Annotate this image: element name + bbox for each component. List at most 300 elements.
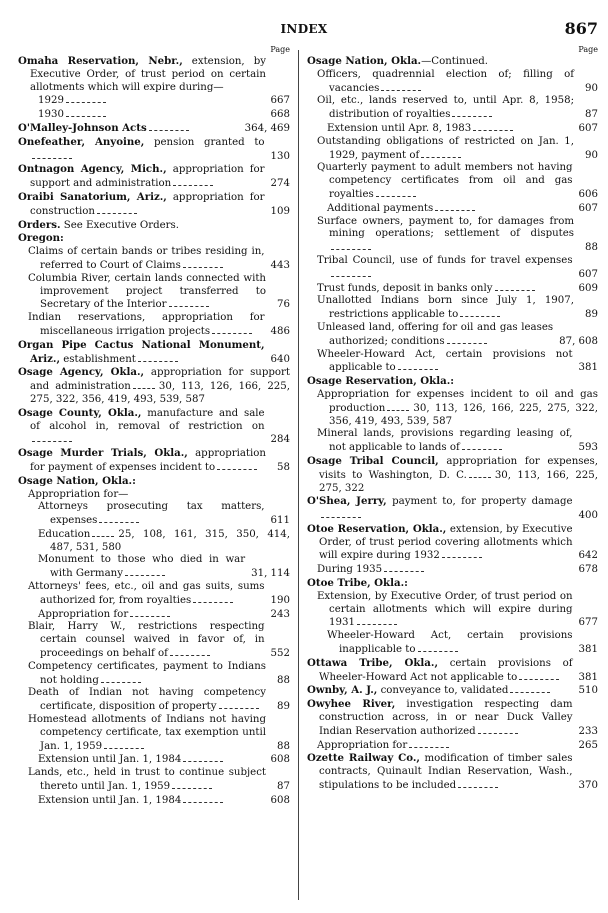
leader-dots — [398, 361, 438, 370]
entry-text — [307, 523, 573, 563]
entry-text — [307, 752, 573, 792]
entry-text — [327, 202, 573, 216]
entry-text — [18, 163, 265, 191]
entry-text — [307, 698, 573, 738]
entry-description: Extension until Jan. 1, 1984 — [38, 754, 182, 766]
entry-description: Appropriation for — [38, 608, 129, 620]
index-entry — [18, 714, 290, 753]
entry-page: 58 — [277, 461, 290, 473]
entry-description: Additional payments — [327, 202, 434, 214]
index-entry — [307, 295, 598, 322]
leader-dots — [66, 94, 106, 103]
entry-page: 89 — [585, 309, 598, 321]
leader-dots — [219, 700, 259, 709]
index-entry — [307, 375, 598, 389]
entry-description: Homestead allotments of Indians not having competency certificate, tax exemption until Jan. 1, 1959 — [28, 714, 266, 752]
entry-page: 233 — [578, 725, 598, 737]
entry-description: establishment — [60, 353, 136, 365]
entry-description: Attorneys prosecuting tax matters, expenses — [38, 501, 265, 527]
index-entry — [18, 312, 290, 339]
entry-text — [307, 375, 574, 389]
entry-description: Blair, Harry W., restrictions respecting certain counsel waived in favor of, in proceedings on behalf of — [28, 621, 265, 660]
entry-description: Unallotted Indians born since July 1, 1907, restrictions applicable to — [317, 295, 574, 321]
entry-heading: O'Malley-Johnson Acts — [18, 121, 147, 134]
entry-description: appropriation for payment of expenses incident to — [30, 448, 266, 473]
entry-text — [317, 739, 573, 753]
entry-text — [28, 661, 266, 688]
entry-page: 130 — [270, 150, 290, 162]
leader-dots — [183, 259, 223, 268]
leader-dots — [462, 441, 502, 450]
leader-dots — [173, 177, 213, 186]
page-header — [0, 19, 608, 39]
leader-dots — [384, 563, 424, 572]
index-entry — [18, 273, 290, 312]
entry-page: 640 — [270, 353, 290, 365]
leader-dots — [99, 514, 139, 523]
leader-dots — [97, 205, 137, 214]
index-entry — [307, 752, 598, 792]
entry-description: Officers, quadrennial election of; filling of vacancies — [317, 68, 574, 94]
entry-text — [38, 528, 290, 555]
entry-text — [28, 767, 266, 794]
entry-text — [18, 55, 266, 94]
entry-page: 76 — [277, 299, 290, 311]
entry-text — [38, 753, 265, 767]
leader-dots — [495, 282, 535, 291]
entry-heading: Oregon: — [18, 232, 64, 245]
entry-text — [317, 349, 573, 376]
entry-heading: Ontnagon Agency, Mich., — [18, 163, 167, 176]
index-entry — [307, 389, 598, 428]
index-entry — [307, 349, 598, 376]
entry-heading: Omaha Reservation, Nebr., — [18, 55, 183, 67]
entry-page: 87, 608 — [559, 335, 598, 347]
entry-description: appropriation for construction — [30, 191, 265, 217]
index-entry — [307, 216, 598, 255]
entry-description: Wheeler-Howard Act, certain provisions inapplicable to — [327, 630, 573, 656]
index-entry — [18, 407, 290, 447]
entry-description: Outstanding obligations of restricted on Jan. 1, 1929, payment of — [317, 135, 574, 161]
entry-description: Death of Indian not having competency certificate, disposition of property — [28, 687, 266, 713]
entry-text — [28, 246, 265, 273]
entry-description: Appropriation for— — [28, 488, 129, 500]
page-column-label: Page — [578, 45, 598, 54]
entry-text — [307, 657, 573, 685]
leader-dots — [170, 647, 210, 656]
index-entry — [18, 191, 290, 219]
entry-page: 443 — [270, 259, 290, 271]
leader-dots — [331, 268, 371, 277]
entry-text — [38, 108, 265, 122]
entry-heading: Osage Nation, Okla. — [307, 55, 422, 67]
entry-heading: O'Shea, Jerry, — [307, 495, 387, 508]
entry-description: —Continued. — [421, 56, 489, 67]
leader-dots — [133, 380, 155, 389]
index-entry — [307, 255, 598, 282]
entry-page: 677 — [578, 617, 598, 629]
index-entry — [18, 366, 290, 406]
entry-page: 400 — [578, 510, 598, 522]
index-entry — [18, 581, 290, 608]
leader-dots — [183, 753, 223, 762]
index-entry — [18, 219, 290, 233]
entry-page: 486 — [270, 325, 290, 337]
entry-pages: 30, 113, 126, 166, 225, 275, 322, 356, 419, 493, 539, 587 — [329, 402, 598, 427]
leader-dots — [331, 241, 371, 250]
index-entry — [18, 108, 290, 122]
entry-page: 89 — [277, 701, 290, 713]
left-entries — [18, 55, 290, 808]
index-entry — [307, 95, 598, 122]
index-entry — [18, 475, 290, 489]
column-divider — [298, 50, 299, 900]
entry-page: 668 — [270, 109, 290, 121]
leader-dots — [32, 150, 72, 159]
leader-dots — [104, 740, 144, 749]
leader-dots — [376, 188, 416, 197]
entry-text — [327, 122, 573, 136]
index-entry — [307, 202, 598, 216]
index-entry — [307, 563, 598, 577]
entry-text — [317, 216, 574, 255]
entry-text — [317, 136, 574, 163]
entry-heading: Oraibi Sanatorium, Ariz., — [18, 190, 167, 203]
index-entry — [18, 163, 290, 191]
entry-text — [38, 554, 245, 581]
leader-dots — [519, 671, 559, 680]
entry-text — [38, 94, 265, 108]
index-entry — [307, 282, 598, 296]
leader-dots — [101, 674, 141, 683]
entry-heading: Ownby, A. J., — [307, 684, 378, 697]
index-entry — [307, 630, 598, 657]
entry-text — [317, 322, 553, 349]
page-column-label: Page — [270, 45, 290, 54]
index-entry — [18, 794, 290, 808]
entry-page: 609 — [578, 282, 598, 294]
index-entry — [307, 428, 598, 455]
entry-description: appropriation for support and administration — [30, 367, 291, 393]
entry-heading: Osage Agency, Okla., — [18, 366, 145, 379]
leader-dots — [510, 684, 550, 693]
index-entry — [18, 447, 290, 475]
entry-description: Lands, etc., held in trust to continue subject thereto until Jan. 1, 1959 — [28, 767, 266, 793]
index-entry — [18, 767, 290, 794]
entry-page: 607 — [578, 122, 598, 134]
index-entry — [307, 322, 598, 349]
leader-dots — [32, 433, 72, 442]
entry-description: Tribal Council, use of funds for travel expenses — [317, 254, 573, 266]
entry-pages: 25, 108, 161, 315, 350, 414, 487, 531, 580 — [50, 528, 290, 553]
entry-page: 607 — [578, 202, 598, 214]
entry-page: 381 — [578, 644, 598, 656]
entry-page: 611 — [270, 515, 290, 527]
entry-description: payment to, for property damage — [386, 496, 573, 508]
index-entry — [18, 687, 290, 714]
entry-page: 606 — [578, 188, 598, 200]
entry-page: 243 — [270, 608, 290, 620]
leader-dots — [418, 643, 458, 652]
entry-description: Columbia River, certain lands connected with improvement project transferred to Secretary of the Interior — [28, 272, 266, 311]
entry-page: 90 — [585, 149, 598, 161]
entry-text — [327, 630, 573, 657]
entry-heading: Organ Pipe Cactus National Monument, Ariz., — [18, 338, 265, 365]
leader-dots — [212, 325, 252, 334]
leader-dots — [66, 108, 106, 117]
entry-text — [317, 69, 574, 96]
index-entry — [18, 94, 290, 108]
entry-text — [307, 55, 574, 69]
entry-description: Monument to those who died in war with Germany — [38, 554, 246, 580]
entry-page: 265 — [578, 739, 598, 751]
entry-text — [317, 428, 573, 455]
entry-page: 90 — [585, 82, 598, 94]
entry-page: 190 — [270, 594, 290, 606]
entry-page: 31, 114 — [251, 568, 290, 580]
index-entry — [18, 232, 290, 246]
entry-pages: 30, 113, 126, 166, 225, 275, 322, 356, 419, 493, 539, 587 — [30, 381, 290, 405]
index-entry — [307, 739, 598, 753]
entry-text — [18, 475, 266, 489]
entry-description: Claims of certain bands or tribes residing in, referred to Court of Claims — [28, 246, 265, 271]
index-entry — [307, 591, 598, 630]
entry-heading: Osage Nation, Okla.: — [18, 474, 136, 487]
entry-text — [18, 232, 266, 246]
entry-heading: Otoe Tribe, Okla.: — [307, 577, 408, 590]
entry-text — [28, 687, 266, 714]
index-entry — [307, 684, 598, 698]
entry-text — [18, 191, 265, 219]
index-entry — [307, 455, 598, 495]
entry-text — [317, 563, 573, 577]
index-entry — [18, 608, 290, 622]
index-entry — [18, 55, 290, 94]
leader-dots — [169, 298, 209, 307]
leader-dots — [435, 202, 475, 211]
entry-text — [18, 136, 265, 164]
leader-dots — [138, 353, 178, 362]
entry-page: 608 — [270, 754, 290, 766]
entry-page: 678 — [578, 564, 598, 576]
entry-text — [317, 95, 574, 122]
leader-dots — [130, 608, 170, 617]
entry-page: 642 — [578, 550, 598, 562]
entry-text — [18, 219, 266, 233]
leader-dots — [149, 122, 189, 131]
index-entry — [18, 122, 290, 136]
leader-dots — [409, 739, 449, 748]
entry-page: 274 — [270, 178, 290, 190]
leader-dots — [193, 594, 233, 603]
leader-dots — [421, 149, 461, 158]
index-entry — [307, 55, 598, 69]
leader-dots — [442, 549, 482, 558]
entry-description: Quarterly payment to adult members not having competency certificates from oil and gas royalties — [317, 162, 573, 200]
index-entry — [18, 489, 290, 502]
entry-text — [28, 273, 266, 312]
leader-dots — [92, 528, 114, 537]
index-entry — [18, 528, 290, 555]
entry-text — [317, 162, 573, 201]
leader-dots — [381, 82, 421, 91]
entry-text — [307, 455, 598, 495]
entry-heading: Osage Murder Trials, Okla., — [18, 447, 188, 460]
entry-description: See Executive Orders. — [60, 219, 179, 231]
leader-dots — [217, 461, 257, 470]
leader-dots — [172, 780, 212, 789]
entry-description: conveyance to, validated — [377, 685, 509, 697]
entry-text — [317, 295, 574, 322]
entry-text — [28, 621, 265, 660]
entry-page: 552 — [270, 648, 290, 660]
index-entry — [307, 577, 598, 591]
entry-text — [18, 407, 265, 447]
entry-heading: Onefeather, Anyoine, — [18, 135, 145, 148]
entry-page: 381 — [578, 362, 598, 374]
entry-text — [307, 577, 574, 591]
entry-description: extension, by Executive Order, of trust period covering allotments which will expire during 1932 — [319, 523, 573, 562]
index-entry — [18, 246, 290, 273]
entry-page: 608 — [270, 794, 290, 806]
entry-description: Extension, by Executive Order, of trust period on certain allotments which will expire during 1931 — [317, 590, 573, 629]
leader-dots — [458, 779, 498, 788]
index-entry — [307, 69, 598, 96]
entry-page: 607 — [578, 268, 598, 280]
entry-page: 109 — [270, 205, 290, 217]
entry-text — [317, 591, 573, 630]
entry-heading: Osage Tribal Council, — [307, 454, 439, 467]
entry-heading: Osage County, Okla., — [18, 406, 142, 419]
entry-description: investigation respecting dam construction across, in or near Duck Valley Indian Reservation authorized — [319, 699, 573, 737]
entry-description: manufacture and sale of alcohol in, removal of restriction on — [30, 407, 265, 432]
entry-description: Education — [38, 528, 91, 540]
entry-description: Mineral lands, provisions regarding leasing of, not applicable to lands of — [317, 428, 573, 454]
leader-dots — [387, 402, 409, 411]
leader-dots — [478, 725, 518, 734]
entry-description: Appropriation for — [317, 739, 408, 751]
index-entry — [18, 753, 290, 767]
leader-dots — [321, 509, 361, 518]
entry-description: 1930 — [38, 109, 64, 121]
index-entry — [18, 554, 290, 581]
entry-page: 87 — [585, 109, 598, 121]
entry-text — [38, 608, 265, 622]
entry-description: appropriation for expenses, visits to Washington, D. C. — [319, 455, 598, 481]
leader-dots — [473, 122, 513, 131]
entry-text — [38, 501, 265, 528]
entry-page: 370 — [578, 780, 598, 792]
entry-heading: Otoe Reservation, Okla., — [307, 522, 447, 535]
entry-description: Appropriation for expenses incident to oil and gas production — [317, 388, 598, 414]
entry-description: Surface owners, payment to, for damages from mining operations; settlement of disputes — [317, 215, 574, 240]
index-entry — [307, 495, 598, 523]
entry-heading: Osage Reservation, Okla.: — [307, 375, 454, 388]
entry-description: extension, by Executive Order, of trust period on certain allotments which will expire during— — [30, 56, 266, 93]
entry-page: 381 — [578, 671, 598, 683]
entry-description: pension granted to — [144, 136, 265, 148]
entry-page: 364, 469 — [244, 122, 290, 134]
leader-dots — [452, 108, 492, 117]
index-entry — [18, 501, 290, 528]
leader-dots — [125, 567, 165, 576]
entry-description: Oil, etc., lands reserved to, until Apr. 8, 1958; distribution of royalties — [317, 95, 574, 121]
entry-page: 284 — [270, 434, 290, 446]
entry-description: Wheeler-Howard Act, certain provisions not applicable to — [317, 348, 573, 374]
entry-text — [28, 312, 265, 339]
entry-page: 510 — [578, 685, 598, 697]
index-entry — [307, 122, 598, 136]
entry-description: Extension until Jan. 1, 1984 — [38, 794, 182, 806]
entry-heading: Ozette Railway Co., — [307, 752, 420, 765]
left-column — [18, 44, 290, 808]
entry-description: 1929 — [38, 95, 64, 107]
entry-description: Unleased land, offering for oil and gas leases authorized; conditions — [317, 321, 554, 347]
entry-description: Trust funds, deposit in banks only — [317, 282, 493, 294]
entry-text — [28, 714, 266, 753]
entry-text — [307, 684, 573, 698]
entry-description: modification of timber sales contracts, Quinault Indian Reservation, Wash., stipulations to be included — [319, 753, 573, 792]
entry-text — [18, 366, 290, 406]
entry-text — [28, 489, 266, 502]
entry-description: certain provisions of Wheeler-Howard Act not applicable to — [319, 657, 573, 683]
entry-heading: Ottawa Tribe, Okla., — [307, 656, 438, 669]
entry-text — [307, 495, 573, 523]
entry-text — [317, 389, 598, 428]
entry-description: appropriation for support and administration — [30, 164, 265, 190]
index-entry — [307, 698, 598, 738]
entry-description: Competency certificates, payment to Indians not holding — [28, 660, 266, 686]
entry-text — [18, 447, 266, 475]
leader-dots — [447, 335, 487, 344]
entry-description: Attorneys' fees, etc., oil and gas suits, sums authorized for, from royalties — [28, 581, 265, 606]
index-entry — [307, 136, 598, 163]
entry-description: Extension until Apr. 8, 1983 — [327, 122, 472, 134]
entry-pages: 30, 113, 166, 225, 275, 322 — [319, 469, 599, 494]
right-entries — [307, 55, 598, 793]
entry-page: 667 — [270, 95, 290, 107]
entry-text — [317, 282, 573, 296]
right-column — [307, 44, 598, 793]
index-entry — [307, 162, 598, 201]
entry-page: 88 — [277, 740, 290, 752]
entry-description: Indian reservations, appropriation for miscellaneous irrigation projects — [28, 312, 265, 337]
entry-page: 87 — [277, 781, 290, 793]
index-entry — [307, 523, 598, 563]
entry-heading: Owyhee River, — [307, 698, 396, 711]
leader-dots — [357, 616, 397, 625]
entry-text — [317, 255, 573, 282]
index-entry — [18, 136, 290, 164]
entry-text — [38, 794, 265, 808]
leader-dots — [469, 469, 491, 478]
entry-text — [18, 122, 239, 136]
entry-page: 593 — [578, 442, 598, 454]
page-number: 867 — [564, 19, 598, 38]
leader-dots — [460, 308, 500, 317]
entry-page: 88 — [585, 242, 598, 254]
entry-text — [28, 581, 265, 608]
entry-text — [18, 339, 265, 367]
entry-heading: Orders. — [18, 218, 61, 231]
index-entry — [307, 657, 598, 685]
leader-dots — [183, 794, 223, 803]
index-entry — [18, 661, 290, 688]
entry-page: 88 — [277, 674, 290, 686]
page-title: INDEX — [280, 22, 328, 36]
index-entry — [18, 339, 290, 367]
entry-description: During 1935 — [317, 564, 383, 576]
